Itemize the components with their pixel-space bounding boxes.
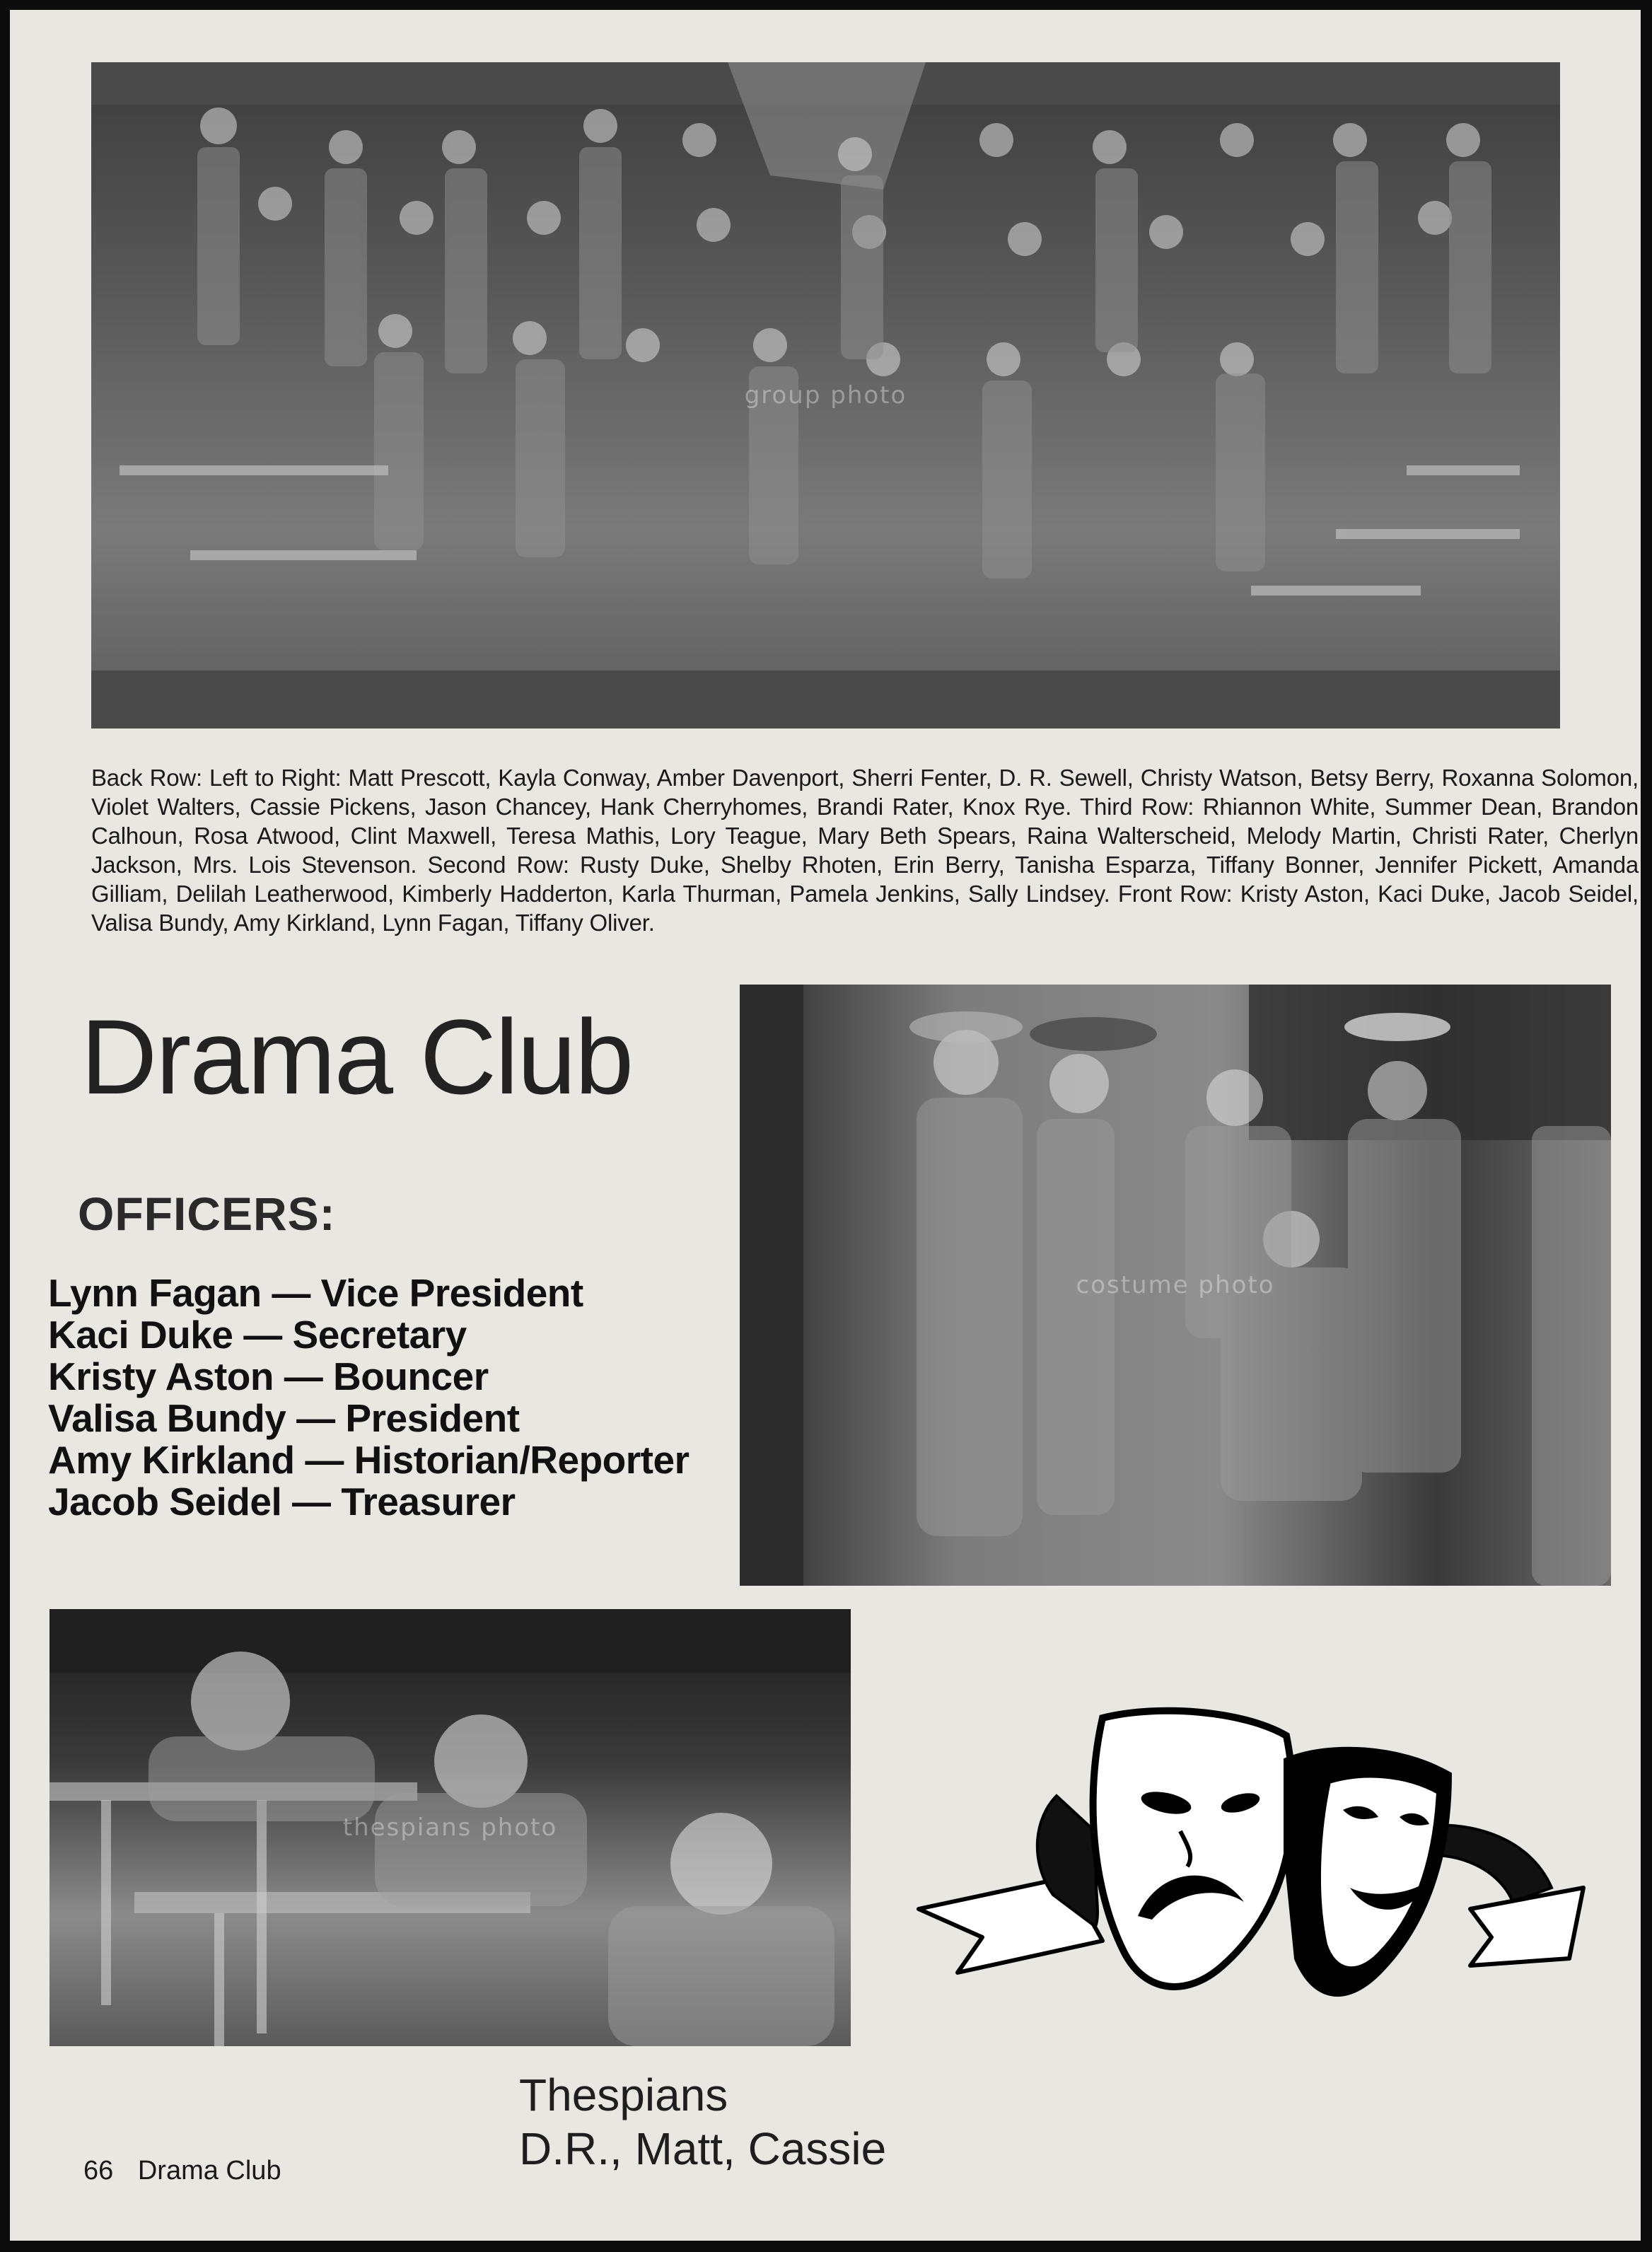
thespians-photo-label: thespians photo — [342, 1813, 558, 1842]
group-photo — [91, 62, 1560, 729]
group-photo-label: group photo — [744, 381, 907, 410]
page-title: Drama Club — [81, 997, 633, 1116]
group-photo-caption — [91, 763, 1639, 937]
officer-item: Jacob Seidel — Treasurer — [48, 1480, 516, 1523]
caption-front-row: Kristy Aston, Kaci Duke, Jacob Seidel, Valisa Bundy, Amy Kirkland, Lynn Fagan, Tiffany Oliver. — [91, 881, 1639, 936]
thespians-caption-title: Thespians — [519, 2070, 728, 2120]
costume-photo-label: costume photo — [1076, 1271, 1275, 1299]
officer-item: Valisa Bundy — President — [48, 1396, 520, 1440]
officers-heading: OFFICERS: — [78, 1188, 336, 1240]
thespians-caption-names: D.R., Matt, Cassie — [519, 2123, 887, 2174]
page-number: 66 — [83, 2156, 114, 2186]
officer-item: Lynn Fagan — Vice President — [48, 1271, 583, 1315]
thespians-caption — [519, 2068, 886, 2176]
caption-third-row-label: Third Row: — [1080, 794, 1194, 820]
yearbook-page — [10, 10, 1641, 2241]
caption-second-row: Rusty Duke, Shelby Rhoten, Erin Berry, Tanisha Esparza, Tiffany Bonner, Jennifer Pickett, Amanda Gilliam, Delilah Leatherwood, Kimberly Hadderton, Karla Thurman, Pamela Jenkins, Sally Lindsey. — [91, 852, 1639, 907]
caption-back-row-label: Back Row: Left to Right: — [91, 765, 342, 791]
page-footer — [83, 2155, 281, 2186]
caption-third-row: Rhiannon White, Summer Dean, Brandon Calhoun, Rosa Atwood, Clint Maxwell, Teresa Mathis, Lory Teague, Mary Beth Spears, Raina Walterscheid, Melody Martin, Christi Rater, Cherlyn Jackson, Mrs. Lois Stevenson. — [91, 794, 1639, 878]
officer-item: Kristy Aston — Bouncer — [48, 1354, 489, 1398]
thespians-photo — [50, 1609, 851, 2046]
officers-list — [48, 1272, 689, 1523]
footer-section-name: Drama Club — [137, 2156, 281, 2186]
comedy-tragedy-masks-icon — [890, 1676, 1612, 2043]
caption-second-row-label: Second Row: — [427, 852, 569, 878]
costume-photo — [740, 985, 1611, 1586]
officer-item: Amy Kirkland — Historian/Reporter — [48, 1438, 690, 1482]
caption-back-row: Matt Prescott, Kayla Conway, Amber Davenport, Sherri Fenter, D. R. Sewell, Christy Watson, Betsy Berry, Roxanna Solomon, Violet Walters, Cassie Pickens, Jason Chancey, Hank Cherryhomes, Brandi Rater, Knox Rye. — [91, 765, 1639, 820]
officer-item: Kaci Duke — Secretary — [48, 1313, 467, 1357]
caption-front-row-label: Front Row: — [1117, 881, 1233, 907]
